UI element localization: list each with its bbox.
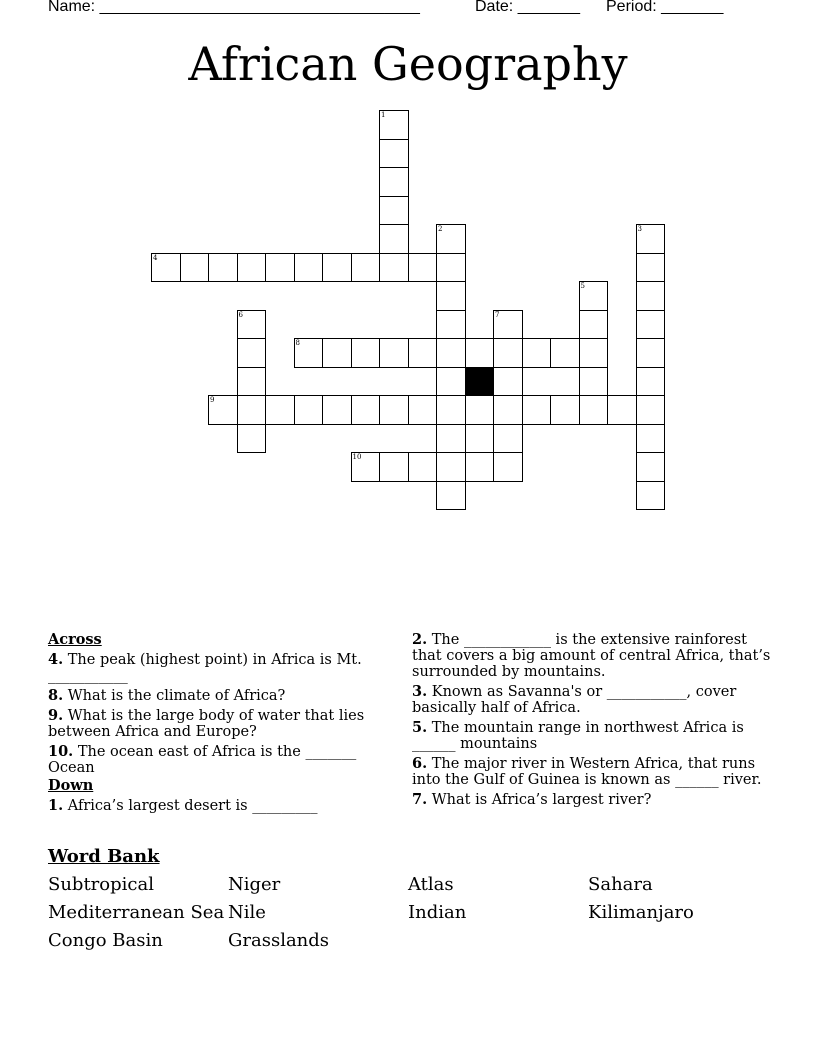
crossword-cell[interactable]	[636, 310, 666, 340]
clue-item-text: What is the large body of water that lies between Africa and Europe?	[48, 708, 365, 740]
down-heading: Down	[48, 777, 94, 794]
clue-item	[48, 708, 373, 740]
crossword-cell[interactable]	[436, 395, 466, 425]
crossword-cell[interactable]	[265, 395, 295, 425]
crossword-cell[interactable]	[294, 253, 324, 283]
crossword-cell[interactable]	[436, 281, 466, 311]
down-clue-list	[48, 798, 373, 814]
clue-number: 10	[352, 453, 362, 461]
word-bank-item: Indian	[408, 902, 467, 923]
crossword-cell[interactable]	[579, 281, 609, 311]
crossword-cell[interactable]	[379, 224, 409, 254]
crossword-cell[interactable]	[493, 338, 523, 368]
crossword-cell[interactable]	[579, 338, 609, 368]
clue-item-number: 3.	[412, 683, 428, 700]
word-bank	[48, 874, 768, 952]
crossword-cell[interactable]	[522, 338, 552, 368]
crossword-cell[interactable]	[493, 395, 523, 425]
crossword-cell[interactable]	[151, 253, 181, 283]
clue-item-number: 1.	[48, 797, 64, 814]
crossword-cell[interactable]	[237, 424, 267, 454]
crossword-cell[interactable]	[436, 367, 466, 397]
crossword-cell[interactable]	[237, 367, 267, 397]
clue-item-text: What is Africa’s largest river?	[427, 792, 652, 808]
word-bank-title: Word Bank	[48, 846, 160, 867]
crossword-cell[interactable]	[322, 253, 352, 283]
clue-item	[48, 652, 373, 684]
crossword-cell[interactable]	[294, 395, 324, 425]
clue-item	[48, 798, 373, 814]
crossword-cell[interactable]	[379, 167, 409, 197]
crossword-cell[interactable]	[436, 424, 466, 454]
clue-item-number: 9.	[48, 707, 64, 724]
clue-item-number: 6.	[412, 755, 428, 772]
clue-number: 3	[637, 225, 642, 233]
crossword-cell[interactable]	[436, 338, 466, 368]
crossword-cell[interactable]	[436, 253, 466, 283]
crossword-cell[interactable]	[408, 395, 438, 425]
crossword-cell[interactable]	[351, 395, 381, 425]
clue-item	[48, 744, 373, 776]
crossword-cell[interactable]	[351, 452, 381, 482]
clue-item	[412, 756, 772, 788]
crossword-cell[interactable]	[379, 110, 409, 140]
word-bank-item: Grasslands	[228, 930, 330, 951]
word-bank-item: Subtropical	[48, 874, 154, 895]
clue-number: 5	[580, 282, 585, 290]
crossword-cell[interactable]	[493, 424, 523, 454]
crossword-cell[interactable]	[636, 424, 666, 454]
crossword-block	[465, 367, 495, 397]
crossword-cell[interactable]	[493, 310, 523, 340]
clue-item-text: What is the climate of Africa?	[63, 688, 286, 704]
crossword-cell[interactable]	[636, 281, 666, 311]
crossword-cell[interactable]	[322, 338, 352, 368]
clues-left-column	[48, 632, 373, 818]
crossword-cell[interactable]	[579, 310, 609, 340]
crossword-cell[interactable]	[408, 253, 438, 283]
crossword-cell[interactable]	[636, 395, 666, 425]
crossword-cell[interactable]	[379, 452, 409, 482]
crossword-cell[interactable]	[379, 139, 409, 169]
crossword-cell[interactable]	[265, 253, 295, 283]
word-bank-item: Nile	[228, 902, 266, 923]
crossword-cell[interactable]	[579, 395, 609, 425]
crossword-cell[interactable]	[636, 224, 666, 254]
crossword-cell[interactable]	[465, 395, 495, 425]
crossword-cell[interactable]	[180, 253, 210, 283]
crossword-cell[interactable]	[493, 367, 523, 397]
crossword-cell[interactable]	[436, 224, 466, 254]
crossword-cell[interactable]	[237, 310, 267, 340]
clue-item-text: The mountain range in northwest Africa is ______ mountains	[412, 720, 744, 752]
crossword-cell[interactable]	[579, 367, 609, 397]
clue-number: 9	[210, 396, 215, 404]
clue-number: 7	[495, 310, 500, 319]
clue-item	[412, 632, 772, 680]
clue-number: 8	[295, 339, 300, 347]
clues-right-column	[412, 632, 772, 812]
clue-item-number: 7.	[412, 791, 428, 808]
word-bank-item: Atlas	[408, 874, 454, 895]
word-bank-item: Sahara	[588, 874, 653, 895]
clue-item-number: 2.	[412, 631, 428, 648]
crossword-cell[interactable]	[294, 338, 324, 368]
word-bank-item: Niger	[228, 874, 281, 895]
word-bank-item: Mediterranean Sea	[48, 902, 225, 923]
crossword-cell[interactable]	[465, 338, 495, 368]
crossword-cell[interactable]	[208, 253, 238, 283]
crossword-cell[interactable]	[351, 253, 381, 283]
crossword-cell[interactable]	[436, 310, 466, 340]
crossword-cell[interactable]	[322, 395, 352, 425]
crossword-cell[interactable]	[607, 395, 637, 425]
page-title: African Geography	[188, 37, 628, 91]
down-clue-list-continued	[412, 632, 772, 808]
clue-item-text: Known as Savanna's or ___________, cover basically half of Africa.	[412, 684, 737, 716]
name-field[interactable]: Name: ____________________________________	[48, 0, 420, 15]
period-field[interactable]: Period: _______	[606, 0, 724, 15]
crossword-cell[interactable]	[408, 452, 438, 482]
crossword-cell[interactable]	[208, 395, 238, 425]
crossword-cell[interactable]	[237, 253, 267, 283]
clue-item-text: The peak (highest point) in Africa is Mt. ___________	[48, 652, 362, 684]
crossword-cell[interactable]	[465, 452, 495, 482]
crossword-cell[interactable]	[379, 338, 409, 368]
clue-item-number: 4.	[48, 651, 64, 668]
crossword-cell[interactable]	[379, 253, 409, 283]
crossword-cell[interactable]	[522, 395, 552, 425]
crossword-cell[interactable]	[351, 338, 381, 368]
across-heading: Across	[48, 631, 102, 648]
crossword-cell[interactable]	[436, 481, 466, 511]
crossword-cell[interactable]	[408, 338, 438, 368]
crossword-cell[interactable]	[550, 338, 580, 368]
clue-number: 2	[438, 225, 443, 233]
crossword-cell[interactable]	[379, 196, 409, 226]
clue-item-text: The ocean east of Africa is the _______ Ocean	[48, 744, 357, 776]
crossword-cell[interactable]	[636, 367, 666, 397]
crossword-cell[interactable]	[550, 395, 580, 425]
clue-item-number: 8.	[48, 687, 64, 704]
word-bank-item: Kilimanjaro	[588, 902, 694, 923]
clue-number: 6	[238, 310, 243, 319]
clue-item	[412, 792, 772, 808]
clue-item-text: The major river in Western Africa, that runs into the Gulf of Guinea is known as ______ river.	[412, 756, 762, 788]
date-field[interactable]: Date: _______	[475, 0, 580, 15]
crossword-cell[interactable]	[379, 395, 409, 425]
clue-item-text: Africa’s largest desert is _________	[63, 798, 318, 814]
word-bank-item: Congo Basin	[48, 930, 163, 951]
crossword-cell[interactable]	[237, 338, 267, 368]
crossword-cell[interactable]	[493, 452, 523, 482]
crossword-cell[interactable]	[636, 452, 666, 482]
clue-item-number: 5.	[412, 719, 428, 736]
clue-item	[412, 720, 772, 752]
crossword-cell[interactable]	[636, 338, 666, 368]
clue-number: 1	[381, 111, 386, 119]
crossword-cell[interactable]	[636, 253, 666, 283]
crossword-cell[interactable]	[436, 452, 466, 482]
clue-item	[412, 684, 772, 716]
clue-item	[48, 688, 373, 704]
clue-item-number: 10.	[48, 743, 74, 760]
crossword-cell[interactable]	[237, 395, 267, 425]
clue-item-text: The ____________ is the extensive rainforest that covers a big amount of central Africa, that’s surrounded by mountains.	[412, 632, 771, 680]
crossword-cell[interactable]	[636, 481, 666, 511]
clue-number: 4	[153, 253, 158, 262]
across-clue-list	[48, 652, 373, 776]
